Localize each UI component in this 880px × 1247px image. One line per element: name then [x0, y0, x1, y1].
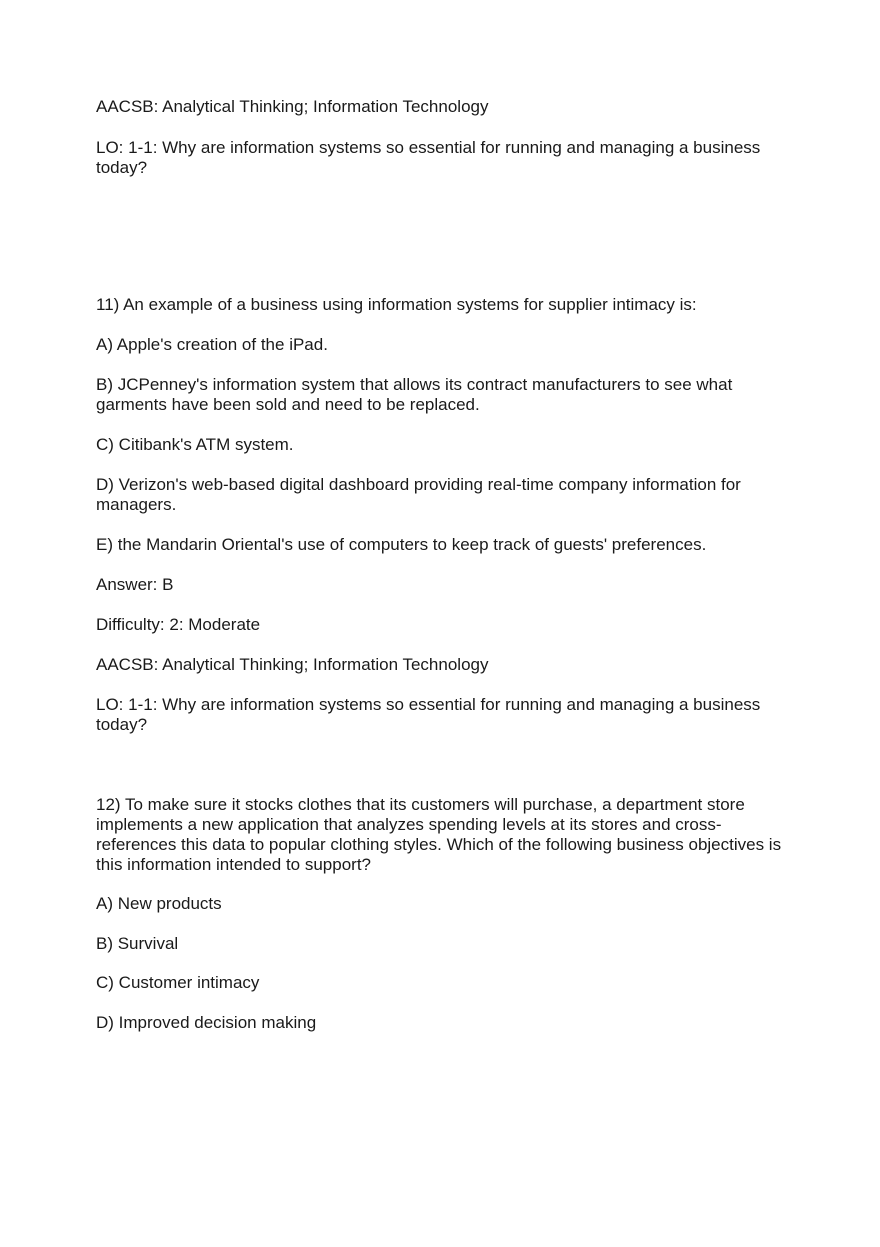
question-11-aacsb: AACSB: Analytical Thinking; Information Technology [96, 655, 489, 674]
prev-aacsb: AACSB: Analytical Thinking; Information Technology [96, 97, 489, 116]
question-12-option-b: B) Survival [96, 934, 179, 953]
question-12-option-d: D) Improved decision making [96, 1013, 317, 1032]
question-11-option-b: B) JCPenney's information system that allows its contract manufacturers to see what garments have been sold and need to be replaced. [96, 375, 733, 414]
question-11-option-c: C) Citibank's ATM system. [96, 435, 294, 454]
question-11-learning-objective: LO: 1-1: Why are information systems so essential for running and managing a business today? [96, 695, 761, 734]
question-11-option-a: A) Apple's creation of the iPad. [96, 335, 328, 354]
question-11-difficulty: Difficulty: 2: Moderate [96, 615, 261, 634]
question-12-stem: 12) To make sure it stocks clothes that its customers will purchase, a department store implements a new application that analyzes spending levels at its stores and cross-references this data to popular clothing styles. Which of the following business objectives is this information intended to support? [96, 795, 782, 874]
question-11-option-d: D) Verizon's web-based digital dashboard providing real-time company information for managers. [96, 475, 741, 514]
prev-learning-objective: LO: 1-1: Why are information systems so essential for running and managing a business today? [96, 138, 761, 177]
question-12-option-a: A) New products [96, 894, 222, 913]
question-11-answer: Answer: B [96, 575, 174, 594]
question-11-option-e: E) the Mandarin Oriental's use of computers to keep track of guests' preferences. [96, 535, 707, 554]
question-12-option-c: C) Customer intimacy [96, 973, 260, 992]
question-11-stem: 11) An example of a business using information systems for supplier intimacy is: [96, 295, 697, 314]
